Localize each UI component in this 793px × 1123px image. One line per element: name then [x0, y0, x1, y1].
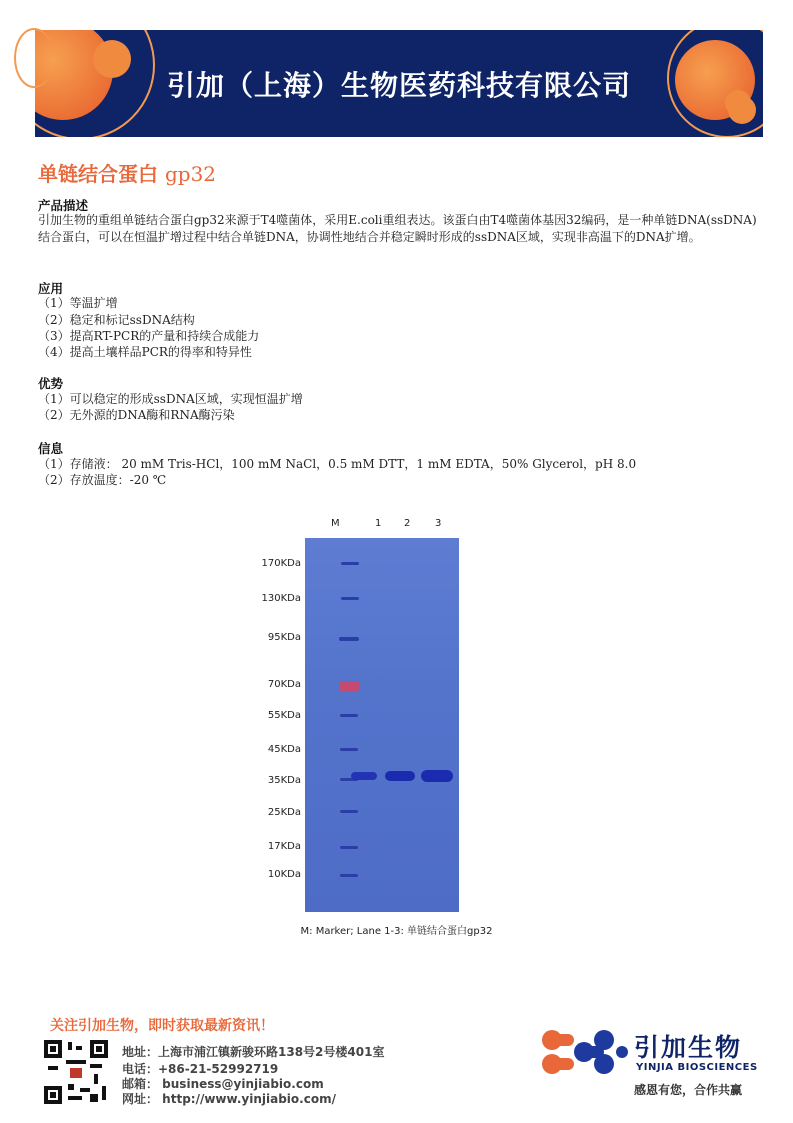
- sample-band-lane-2: [385, 771, 415, 781]
- application-item: （3）提高RT-PCR的产量和持续合成能力: [38, 329, 260, 343]
- info-heading: 信息: [38, 441, 64, 456]
- marker-label: 17KDa: [267, 841, 301, 852]
- advantages-heading: 优势: [38, 376, 64, 391]
- marker-label: 35KDa: [267, 775, 301, 786]
- application-item: （2）稳定和标记ssDNA结构: [38, 313, 195, 327]
- description-text: 引加生物的重组单链结合蛋白gp32来源于T4噬菌体，采用E.coli重组表达。该蛋白由T4噬菌体基因32编码，是一种单链DNA(ssDNA)结合蛋白，可以在恒温扩增过程中结合单链DNA，协调性地结合并稳定瞬时形成的ssDNA区域，实现非高温下的DNA扩增。: [38, 213, 757, 244]
- marker-label: 55KDa: [267, 710, 301, 721]
- applications-heading: 应用: [38, 281, 64, 296]
- marker-band: [340, 846, 358, 849]
- marker-label: 70KDa: [267, 679, 301, 690]
- marker-band: [341, 597, 359, 600]
- sample-band-lane-1: [351, 772, 377, 780]
- marker-band: [339, 681, 359, 691]
- description-heading: 产品描述: [38, 198, 89, 213]
- contact-phone: 电话：+86-21-52992719: [122, 1062, 279, 1076]
- marker-label: 95KDa: [267, 632, 301, 643]
- header-banner: [35, 30, 763, 137]
- info-item-storage-temp: （2）存放温度：-20 ℃: [38, 473, 167, 487]
- company-name: 引加（上海）生物医药科技有限公司: [166, 69, 631, 102]
- marker-band: [341, 562, 359, 565]
- follow-us-text: 关注引加生物，即时获取最新资讯！: [50, 1018, 274, 1034]
- marker-band: [339, 637, 359, 641]
- lane-label-3: 3: [435, 518, 442, 529]
- gel-background: [305, 538, 459, 912]
- info-item-storage-buffer: （1）存储液： 20 mM Tris-HCl，100 mM NaCl，0.5 mM DTT，1 mM EDTA，50% Glycerol，pH 8.0: [38, 457, 637, 471]
- application-item: （4）提高土壤样品PCR的得率和特异性: [38, 345, 252, 359]
- logo-name-cn: 引加生物: [634, 1033, 743, 1062]
- marker-band: [340, 748, 358, 751]
- contact-email[interactable]: 邮箱： business@yinjiabio.com: [122, 1077, 324, 1091]
- marker-band: [340, 714, 358, 717]
- marker-label: 25KDa: [267, 807, 301, 818]
- product-title: [38, 158, 216, 187]
- lane-label-marker: M: [331, 518, 340, 529]
- decorative-circle-outside-left: [14, 28, 54, 88]
- lane-label-2: 2: [404, 518, 411, 529]
- advantage-item: （1）可以稳定的形成ssDNA区域，实现恒温扩增: [38, 392, 303, 406]
- marker-band: [340, 810, 358, 813]
- advantage-item: （2）无外源的DNA酶和RNA酶污染: [38, 408, 235, 422]
- product-title-cn: 单链结合蛋白: [38, 162, 158, 186]
- marker-label: 10KDa: [267, 869, 301, 880]
- marker-label: 170KDa: [261, 558, 301, 569]
- qr-code-icon[interactable]: [44, 1040, 108, 1104]
- application-item: （1）等温扩增: [38, 296, 118, 310]
- marker-label: 130KDa: [261, 593, 301, 604]
- marker-label: 45KDa: [267, 744, 301, 755]
- logo-slogan: 感恩有您，合作共赢: [634, 1083, 743, 1097]
- company-logo-icon: [540, 1028, 628, 1076]
- logo-name-en: YINJIA BIOSCIENCES: [636, 1062, 758, 1073]
- gel-caption: M: Marker; Lane 1-3: 单链结合蛋白gp32: [300, 926, 493, 937]
- lane-label-1: 1: [375, 518, 382, 529]
- contact-address: 地址：上海市浦江镇新骏环路138号2号楼401室: [122, 1045, 385, 1059]
- sample-band-lane-3: [421, 770, 453, 782]
- logo-mark-icon: [540, 1028, 628, 1076]
- decorative-circle-outside-right: [728, 96, 756, 124]
- product-title-en: gp32: [164, 162, 217, 186]
- sds-page-gel-image: [305, 538, 459, 912]
- contact-website[interactable]: 网址： http://www.yinjiabio.com/: [122, 1092, 336, 1106]
- marker-band: [340, 874, 358, 877]
